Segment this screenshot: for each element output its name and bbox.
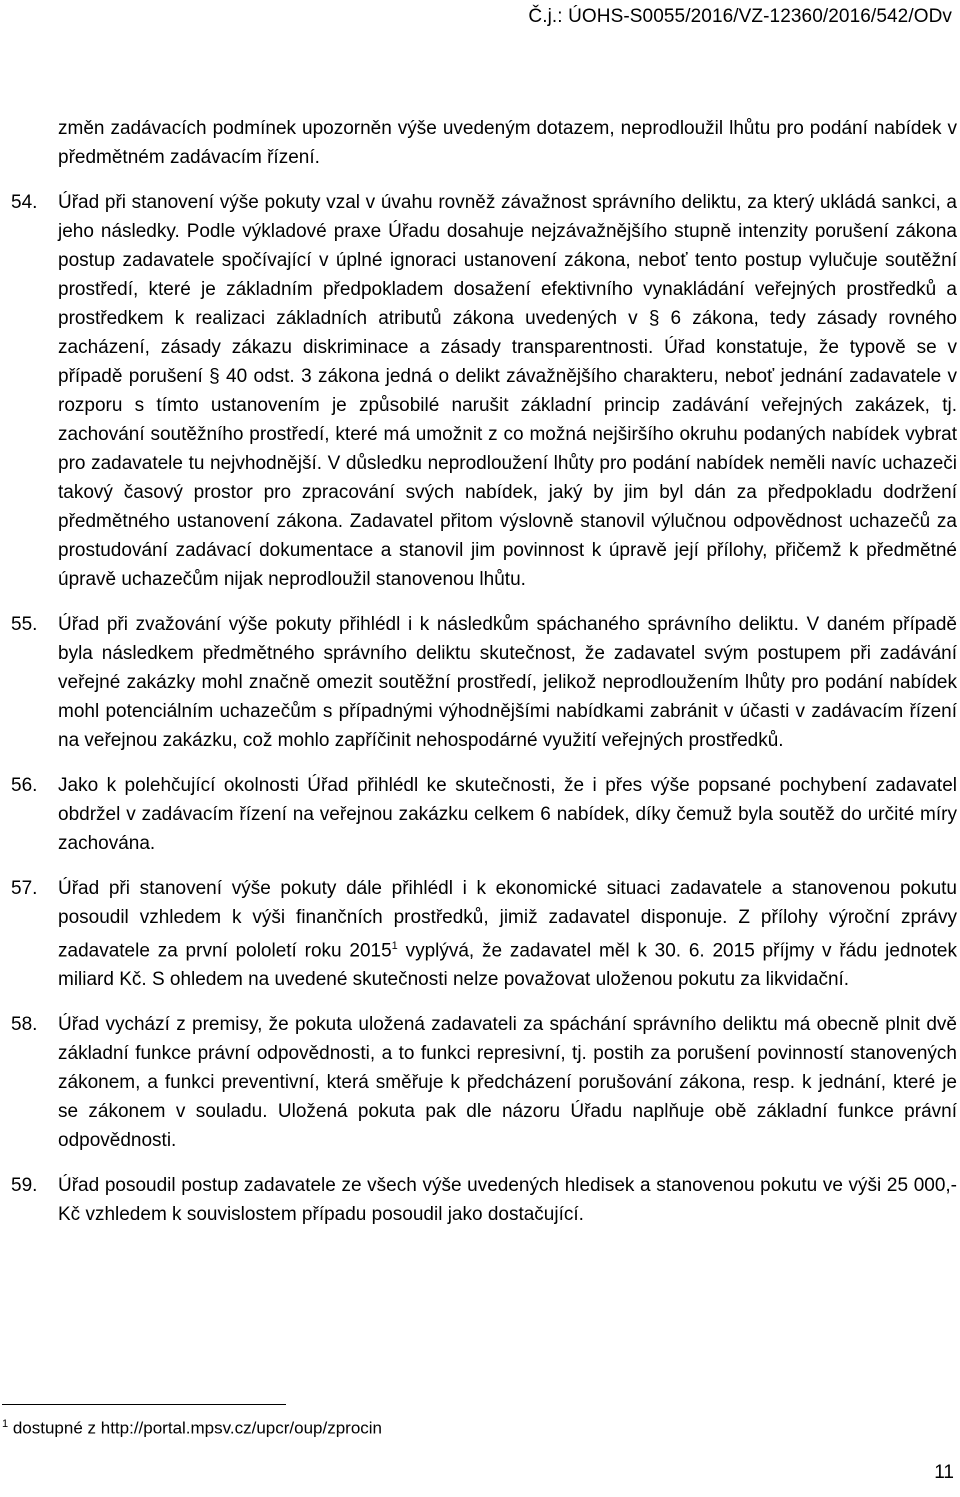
paragraph-56 bbox=[11, 771, 957, 858]
paragraph-text: Úřad při zvažování výše pokuty přihlédl i k následkům spáchaného správního deliktu. V daném případě byla následkem předmětného správního deliktu skutečnost, že zadavatel svým postupem při zadávání veřejné zakázky mohl značně omezit soutěžní prostředí, jelikož neprodloužením lhůty pro podání nabídek mohl potenciálním uchazečům s případnými výhodnějšími nabídkami zabránit v účasti v zadávacím řízení na veřejnou zakázku, což mohlo zapříčinit nehospodárné využití veřejných prostředků. bbox=[58, 614, 957, 751]
paragraph-number: 54. bbox=[11, 192, 38, 213]
footnote-divider bbox=[2, 1404, 286, 1405]
paragraph-number: 58. bbox=[11, 1014, 38, 1036]
document-reference-header: Č.j.: ÚOHS-S0055/2016/VZ-12360/2016/542/ODv bbox=[528, 6, 952, 27]
intro-text: změn zadávacích podmínek upozorněn výše uvedeným dotazem, neprodloužil lhůtu pro podání nabídek v předmětném zadávacím řízení. bbox=[58, 118, 957, 168]
paragraph-text-part: vyplývá, že zadavatel měl k 30. 6. 2015 příjmy v řádu jednotek miliard Kč. S ohledem na uvedené skutečnosti nelze považovat uloženou pokutu za likvidační. bbox=[58, 940, 957, 991]
footnote bbox=[2, 1418, 382, 1439]
paragraph-text: Jako k polehčující okolnosti Úřad přihlédl ke skutečnosti, že i přes výše popsané pochybení zadavatel obdržel v zadávacím řízení na veřejnou zakázku celkem 6 nabídek, díky čemuž byla soutěž do určité míry zachována. bbox=[58, 775, 957, 854]
paragraph-text: Úřad posoudil postup zadavatele ze všech výše uvedených hledisek a stanovenou pokutu ve výši 25 000,- Kč vzhledem k souvislostem případu posoudil jako dostačující. bbox=[58, 1175, 957, 1226]
paragraph-text-part: Úřad při stanovení výše pokuty dále přihlédl i k ekonomické situaci zadavatele a stanovenou pokutu posoudil vzhledem k výši finančních prostředků, jimiž zadavatel disponuje. Z přílohy výroční zprávy zadavatele za první pololetí roku 2015 bbox=[58, 878, 957, 962]
footnote-mark: 1 bbox=[2, 1418, 9, 1430]
paragraph-59 bbox=[11, 1171, 957, 1229]
paragraph-55 bbox=[11, 610, 957, 755]
paragraph-number: 56. bbox=[11, 775, 38, 796]
footnote-reference[interactable]: 1 bbox=[391, 940, 398, 952]
paragraph-text: Úřad při stanovení výše pokuty vzal v úvahu rovněž závažnost správního deliktu, za který ukládá sankci, a jeho následky. Podle výkladové praxe Úřadu dosahuje nejzávažnějšího stupně intenzity porušení zákona postup zadavatele spočívající v úplné ignoraci ustanovení zákona, neboť tento postup vylučuje soutěžní prostředí, které je základním předpokladem dosažení efektivního vynakládání veřejných prostředků a prostředkem k realizaci základních atributů zákona uvedených v § 6 zákona, tedy zásady rovného zacházení, zásady zákazu diskriminace a zásady transparentnosti. Úřad konstatuje, že typově se v případě porušení § 40 odst. 3 zákona jedná o delikt závažnějšího charakteru, neboť jednání zadavatele v rozporu s tímto ustanovením je způsobilé narušit základní princip zadávání veřejných zakázek, tj. zachování soutěžního prostředí, které má umožnit z co možná nejširšího okruhu podaných nabídek vybrat pro zadavatele tu nejvhodnější. V důsledku neprodloužení lhůty pro podání nabídek neměli navíc uchazeči takový časový prostor pro zpracování svých nabídek, jaký by jim byl dán za předpokladu dodržení předmětného ustanovení zákona. Zadavatel přitom výslovně stanovil výlučnou odpovědnost uchazečů za prostudování zadávací dokumentace a stanovil jim povinnost k úpravě její přílohy, přičemž k předmětné úpravě uchazečům nijak neprodloužil stanovenou lhůtu. bbox=[58, 192, 957, 590]
page-number: 11 bbox=[934, 1462, 954, 1483]
paragraph-57 bbox=[11, 874, 957, 994]
paragraph-54 bbox=[11, 188, 957, 594]
intro-paragraph bbox=[11, 114, 957, 172]
document-body bbox=[11, 114, 957, 1229]
paragraph-58 bbox=[11, 1010, 957, 1155]
paragraph-number: 57. bbox=[11, 878, 38, 899]
paragraph-text bbox=[58, 874, 957, 994]
paragraph-number: 59. bbox=[11, 1175, 38, 1197]
footnote-text: dostupné z http://portal.mpsv.cz/upcr/oup/zprocin bbox=[8, 1418, 383, 1438]
paragraph-number: 55. bbox=[11, 614, 38, 635]
paragraph-text: Úřad vychází z premisy, že pokuta uložená zadavateli za spáchání správního deliktu má obecně plnit dvě základní funkce právní odpovědnosti, a to funkci represivní, tj. postih za porušení povinností stanovených zákonem, a funkci preventivní, která směřuje k předcházení porušování zákona, resp. k jednání, které je se zákonem v souladu. Uložená pokuta pak dle názoru Úřadu naplňuje obě základní funkce právní odpovědnosti. bbox=[58, 1014, 957, 1152]
